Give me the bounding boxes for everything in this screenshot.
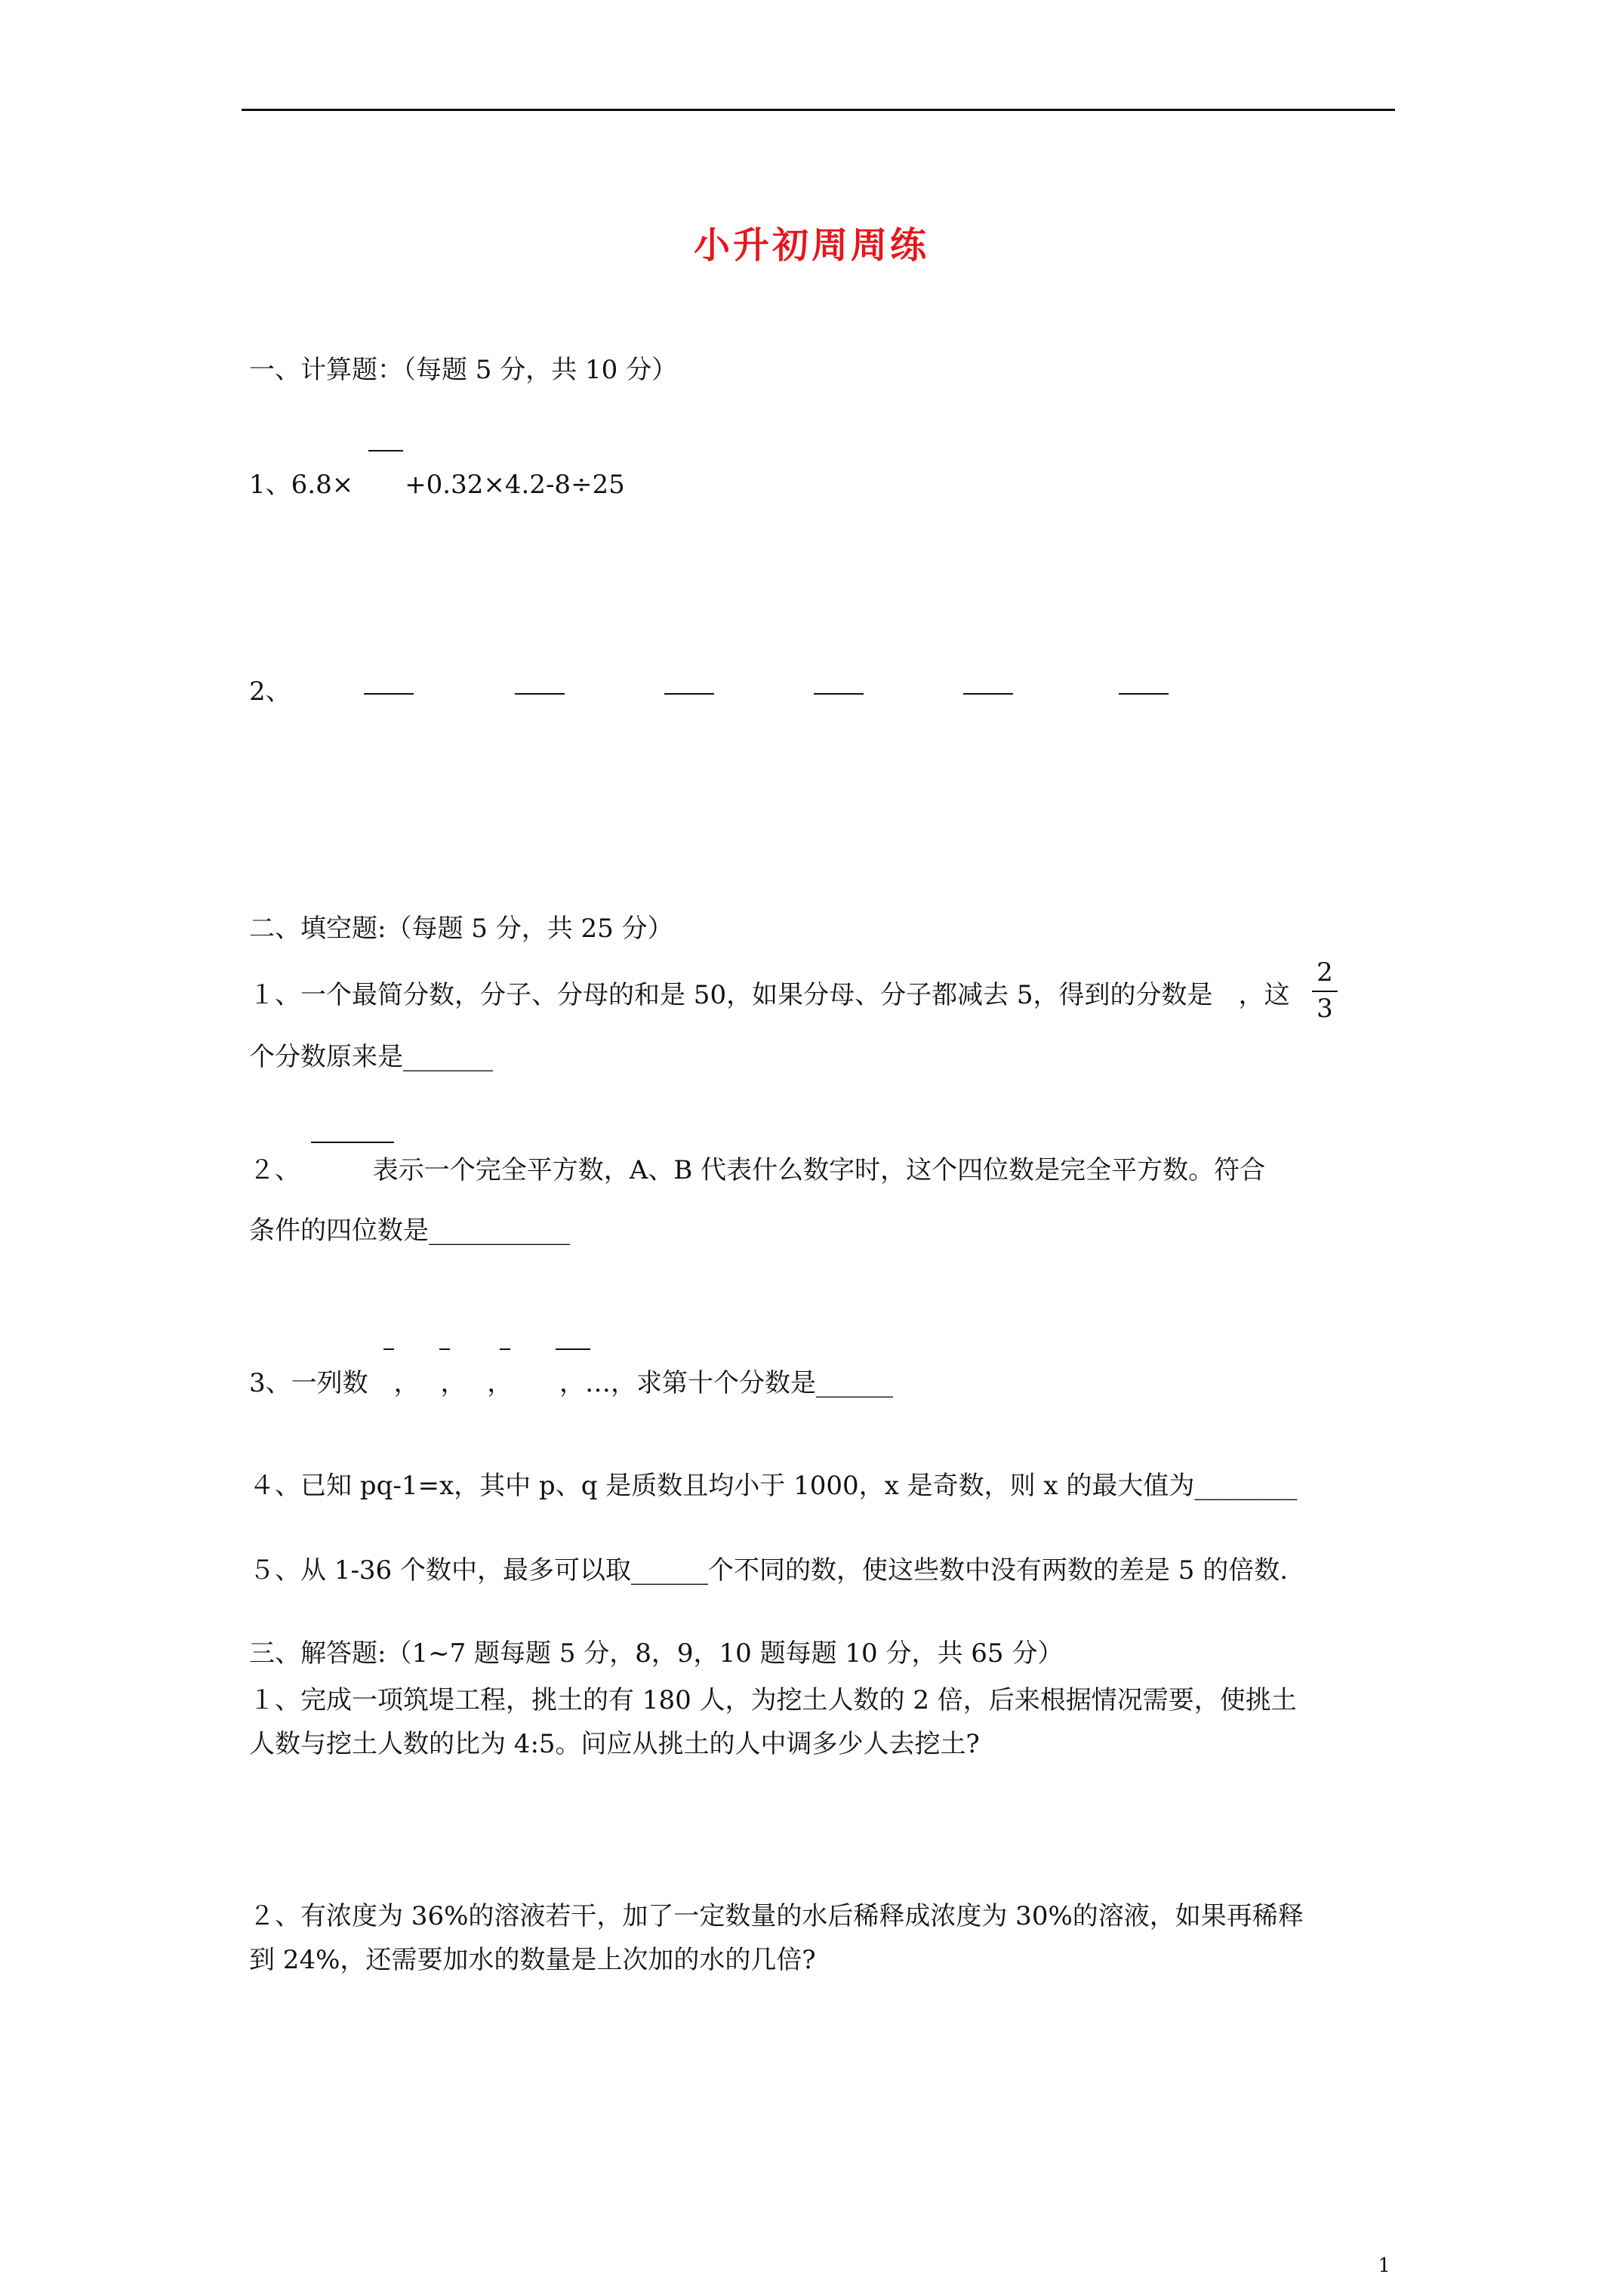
overline-bar	[311, 1142, 394, 1143]
section-2-question-4: ４、已知 pq-1=x，其中 p、q 是质数且均小于 1000，x 是奇数，则 x 的最大值为________	[249, 1471, 1298, 1501]
fraction-bar	[664, 693, 714, 695]
section-1-heading: 一、计算题：（每题 5 分，共 10 分）	[249, 355, 678, 385]
fraction-bar	[383, 1348, 394, 1350]
question-text: １、一个最简分数，分子、分母的和是 50，如果分母、分子都减去 5，得到的分数是	[249, 980, 1213, 1010]
section-3-heading: 三、解答题:（1~7 题每题 5 分，8，9，10 题每题 10 分，共 65 分）	[249, 1638, 1064, 1669]
section-2-question-3: 3、一列数 ， ， ， ，…，求第十个分数是______	[249, 1368, 894, 1398]
fraction-bar	[500, 1348, 510, 1350]
section-1-question-2: 2、	[249, 676, 291, 707]
fraction-bar	[368, 450, 403, 451]
question-text-tail: ，这	[1238, 980, 1290, 1010]
section-3-question-2-line-2: 到 24%，还需要加水的数量是上次加的水的几倍?	[249, 1945, 816, 1975]
section-2-question-2-line-2: 条件的四位数是___________	[249, 1216, 570, 1246]
section-2-question-2-line-1: ２、 表示一个完全平方数，A、B 代表什么数字时，这个四位数是完全平方数。符合	[249, 1155, 1266, 1185]
fraction-bar	[364, 693, 414, 695]
section-1-question-1: 1、6.8× +0.32×4.2-8÷25	[249, 470, 625, 500]
fraction-bar	[1312, 991, 1338, 992]
section-3-question-1-line-2: 人数与挖土人数的比为 4:5。问应从挑土的人中调多少人去挖土?	[249, 1729, 980, 1759]
fraction-numerator: 2	[1317, 957, 1333, 988]
section-2-question-1-line-1	[249, 980, 1290, 1010]
page-title: 小升初周周练	[693, 224, 929, 267]
fraction-bar	[556, 1348, 590, 1350]
header-rule	[242, 109, 1395, 111]
fraction-bar	[515, 693, 565, 695]
page-number: 1	[1378, 2254, 1390, 2277]
fraction-bar	[1119, 693, 1169, 695]
section-2-question-1-line-2: 个分数原来是_______	[249, 1042, 493, 1072]
section-3-question-1-line-1: １、完成一项筑堤工程，挑土的有 180 人，为挖土人数的 2 倍，后来根据情况需要，使挑土	[249, 1685, 1297, 1715]
fraction-bar	[439, 1348, 450, 1350]
fraction-bar	[963, 693, 1013, 695]
section-2-question-5: ５、从 1-36 个数中，最多可以取______个不同的数，使这些数中没有两数的差是 5 的倍数.	[249, 1555, 1289, 1586]
fraction-denominator: 3	[1317, 994, 1333, 1024]
fraction-bar	[814, 693, 864, 695]
section-2-heading: 二、填空题:（每题 5 分，共 25 分）	[249, 914, 673, 944]
section-3-question-2-line-1: ２、有浓度为 36%的溶液若干，加了一定数量的水后稀释成浓度为 30%的溶液，如果再稀释	[249, 1901, 1304, 1931]
